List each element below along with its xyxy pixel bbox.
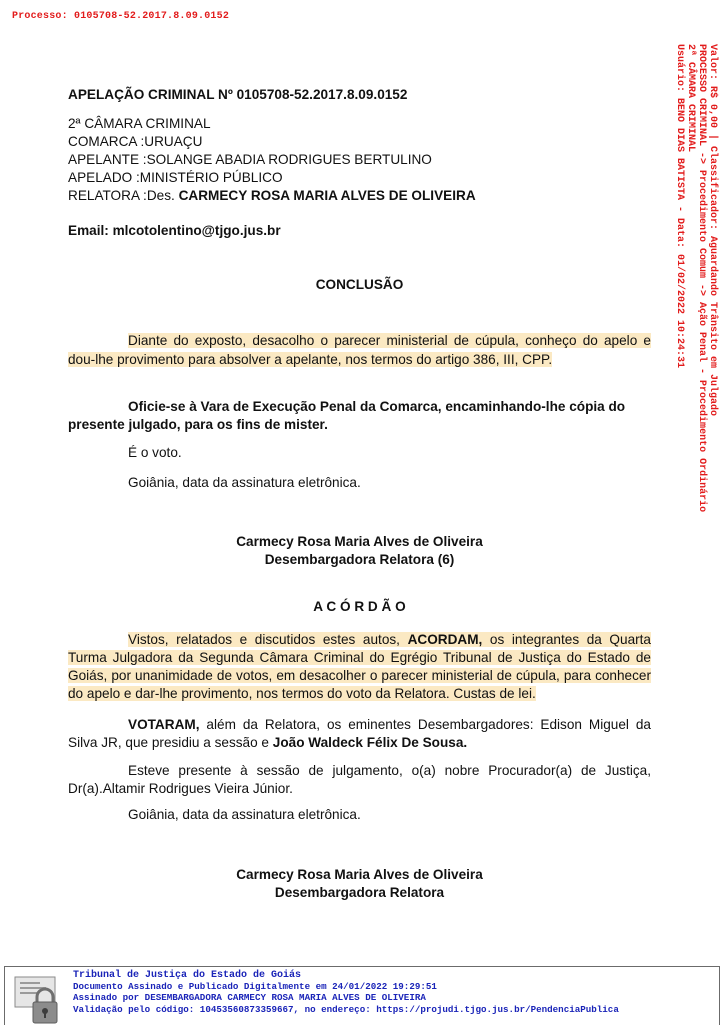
relatora [68, 187, 651, 205]
email: Email: mlcotolentino@tjgo.jus.br [68, 223, 281, 238]
footer-signer: Assinado por DESEMBARGADORA CARMECY ROSA MARIA ALVES DE OLIVEIRA [73, 992, 426, 1004]
acordao-heading: A C Ó R D Ã O [313, 599, 406, 614]
apelado: APELADO :MINISTÉRIO PÚBLICO [68, 170, 283, 185]
footer-court: Tribunal de Justiça do Estado de Goiás [73, 970, 302, 981]
votaram-name: João Waldeck Félix De Sousa. [272, 735, 468, 750]
local-text: Goiânia, data da assinatura eletrônica. [128, 475, 361, 490]
local-date-1 [68, 474, 651, 492]
acordao-paragraph [68, 631, 651, 703]
case-header [68, 86, 651, 104]
conclusao-heading: CONCLUSÃO [315, 277, 404, 292]
local-text: Goiânia, data da assinatura eletrônica. [128, 807, 361, 822]
comarca: COMARCA :URUAÇU [68, 134, 203, 149]
signer-role: Desembargadora Relatora (6) [264, 552, 455, 567]
conclusao-paragraph [68, 331, 651, 369]
footer-validation[interactable]: Validação pelo código: 10453560873359667, no endereço: https://projudi.tjgo.jus.br/PendenciaPublica [73, 1003, 619, 1015]
footer-signed: Documento Assinado e Publicado Digitalmente em 24/01/2022 19:29:51 [73, 981, 437, 993]
apelante: APELANTE :SOLANGE ABADIA RODRIGUES BERTULINO [68, 152, 432, 167]
footer-text [73, 970, 619, 1015]
stamp-line: Usuário: BENO DIAS BATISTA - Data: 01/02/2022 10:24:31 [674, 44, 685, 369]
signature-block-2 [68, 866, 651, 902]
acordam-bold: ACORDAM, [407, 632, 483, 647]
digital-signature-footer [4, 966, 720, 1025]
votaram-paragraph [68, 716, 651, 752]
procurador-paragraph [68, 762, 651, 798]
relatora-prefix: RELATORA :Des. [68, 188, 179, 203]
chamber: 2ª CÂMARA CRIMINAL [68, 116, 211, 131]
signer-role: Desembargadora Relatora [274, 885, 445, 900]
stamp-line: 2ª CÂMARA CRIMINAL [685, 44, 696, 153]
acordao-body: os integrantes da Quarta Turma Julgadora da Segunda Câmara Criminal do Egrégio Tribunal de Justiça do Estado de Goiás, por unanimidade de votos, em desacolher o parecer ministerial de cúpula, para conhecer do apelo e dar-lhe provimento, nos termos do voto da Relatora. Custas de lei. [68, 632, 651, 701]
lock-certificate-icon [11, 971, 65, 1025]
signature-block-1 [68, 533, 651, 569]
stamp-line: Valor: R$ 0,00 | Classificador: Aguardando Trânsito em Julgado [707, 44, 718, 417]
signer-name: Carmecy Rosa Maria Alves de Oliveira [236, 867, 483, 882]
acordao-intro: Vistos, relatados e discutidos estes autos, [128, 632, 408, 647]
stamp-line: PROCESSO CRIMINAL -> Procedimento Comum -> Ação Penal - Procedimento Ordinário [696, 44, 707, 513]
case-title: APELAÇÃO CRIMINAL Nº 0105708-52.2017.8.09.0152 [68, 87, 408, 102]
oficie-text: Oficie-se à Vara de Execução Penal da Comarca, encaminhando-lhe cópia do presente julgado, para os fins de mister. [68, 399, 626, 432]
votaram-body: além da Relatora, os eminentes Desembargadores: Edison Miguel da Silva JR, que presidiu a sessão e [68, 717, 651, 750]
votaram-bold: VOTARAM, [128, 717, 200, 732]
local-date-2 [68, 806, 651, 824]
voto [68, 444, 651, 462]
case-parties [68, 115, 651, 205]
vertical-stamp [674, 44, 718, 512]
procurador-text: Esteve presente à sessão de julgamento, o(a) nobre Procurador(a) de Justiça, Dr(a).Altamir Rodrigues Vieira Júnior. [68, 763, 651, 796]
process-header: Processo: 0105708-52.2017.8.09.0152 [12, 11, 230, 22]
voto-text: É o voto. [128, 445, 182, 460]
highlighted-text: Diante do exposto, desacolho o parecer ministerial de cúpula, conheço do apelo e dou-lhe provimento para absolver a apelante, nos termos do artigo 386, III, CPP. [68, 333, 651, 367]
oficie-paragraph [68, 398, 651, 434]
signer-name: Carmecy Rosa Maria Alves de Oliveira [236, 534, 483, 549]
relatora-name: CARMECY ROSA MARIA ALVES DE OLIVEIRA [178, 188, 476, 203]
